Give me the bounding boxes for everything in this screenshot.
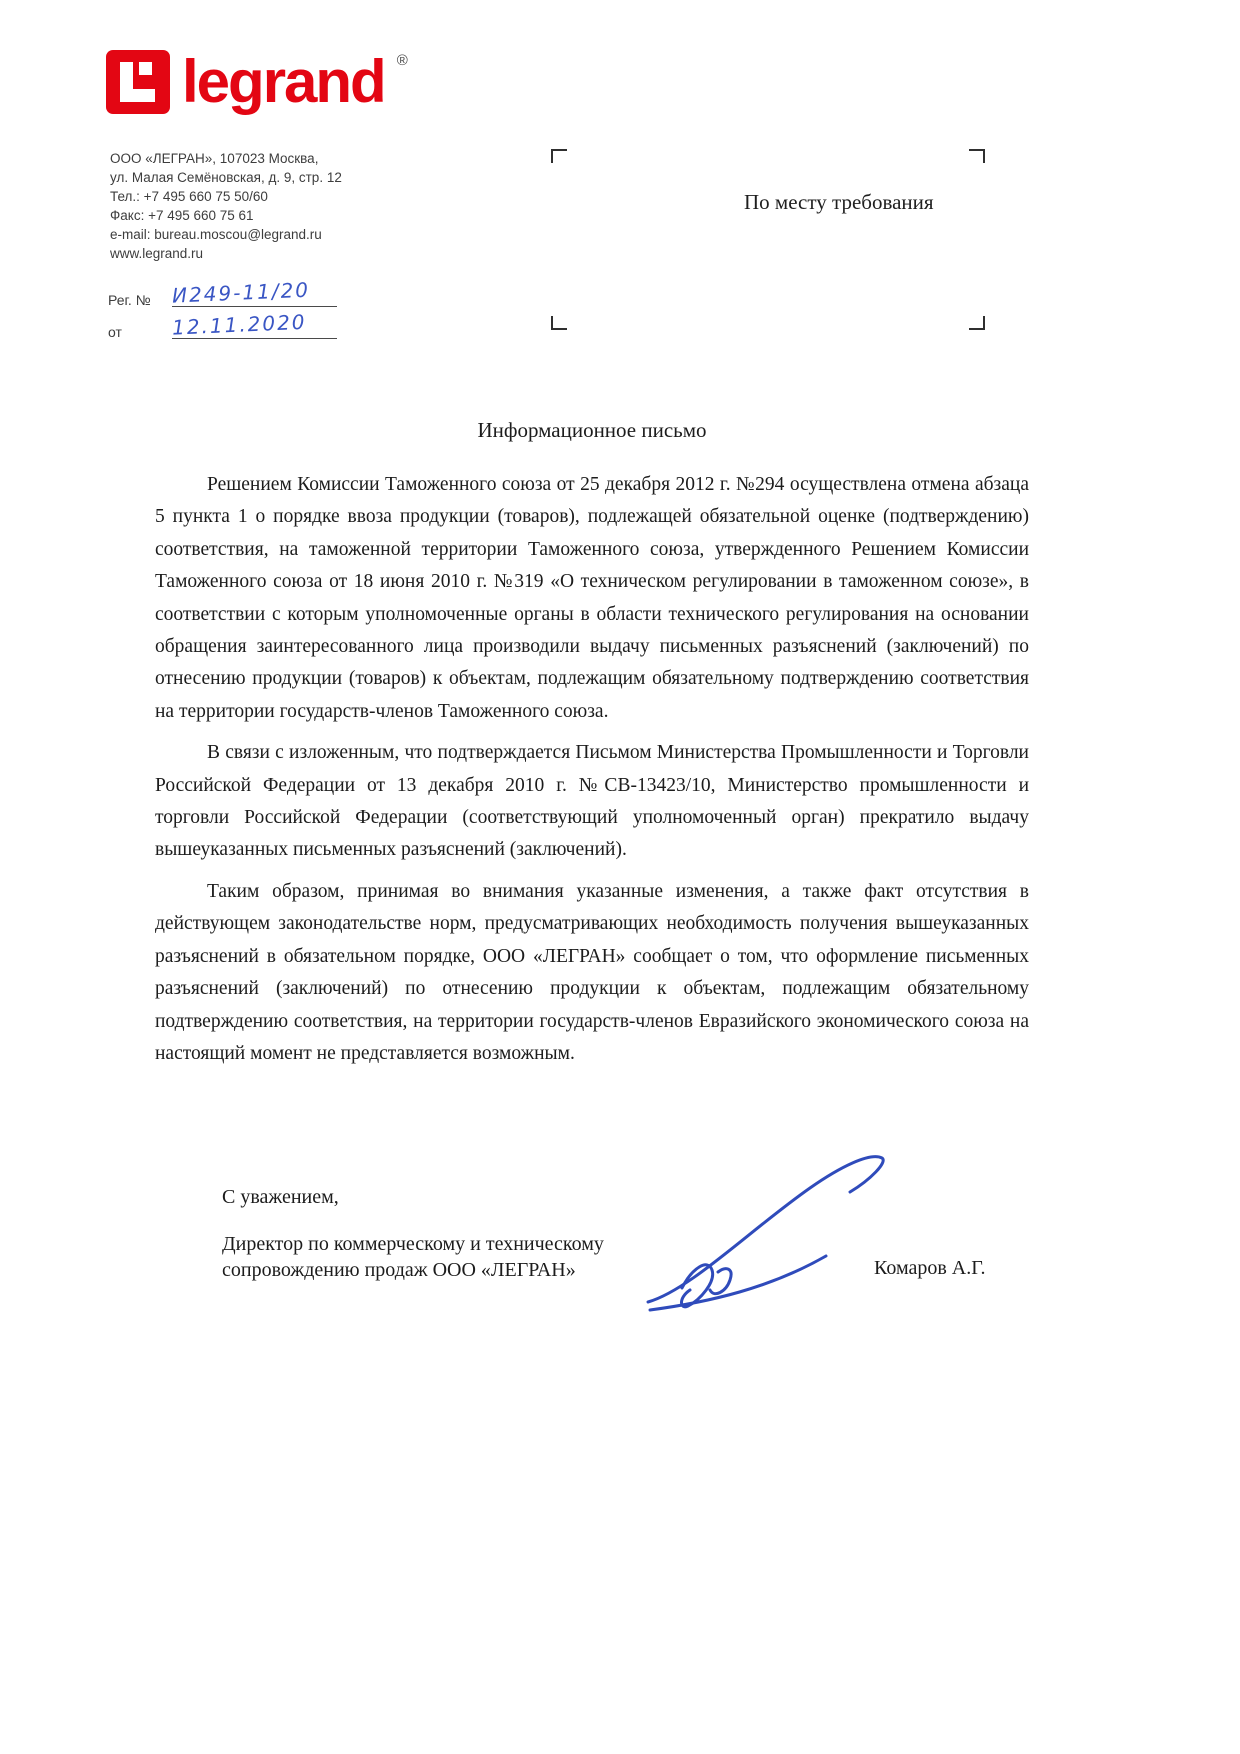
signer-title-line-2: сопровождению продаж ООО «ЛЕГРАН» xyxy=(222,1259,576,1281)
contact-line-website: www.legrand.ru xyxy=(110,246,204,261)
letter-body xyxy=(155,469,1029,1079)
paragraph-1: Решением Комиссии Таможенного союза от 25 декабря 2012 г. №294 осуществлена отмена абзаца 5 пункта 1 о порядке ввоза продукции (товаров), подлежащей обязательной оценке (подтверждению) соответствия, на таможенной территории Таможенного союза, утвержденного Решением Комиссии Таможенного союза от 18 июня 2010 г. №319 «О техническом регулировании в таможенном союзе», в соответствии с которым уполномоченные органы в области технического регулирования на основании обращения заинтересованного лица производили выдачу письменных разъяснений (заключений) по отнесению продукции (товаров) к объектам, подлежащим обязательному подтверждению соответствия на территории государств-членов Таможенного союза. xyxy=(155,474,1029,722)
company-contact-block xyxy=(110,149,342,263)
date-handwritten-value: 12.11.2020 xyxy=(171,309,307,340)
date-label: от xyxy=(108,324,122,340)
paragraph-3: Таким образом, принимая во внимания указанные изменения, а также факт отсутствия в действующем законодательстве норм, предусматривающих необходимость получения вышеуказанных разъяснений в обязательном порядке, ООО «ЛЕГРАН» сообщает о том, что оформление письменных разъяснений (заключений) по отнесению продукции к объектам, подлежащим обязательному подтверждению соответствия, на территории государств-членов Евразийского экономического союза на настоящий момент не представляется возможным. xyxy=(155,880,1029,1064)
signer-title-line-1: Директор по коммерческому и техническому xyxy=(222,1233,604,1255)
legrand-logo-icon xyxy=(106,50,170,114)
corner-mark-bottom-right xyxy=(969,316,985,330)
reg-number-label: Рег. № xyxy=(108,292,151,308)
legrand-logo xyxy=(106,50,408,114)
corner-mark-top-left xyxy=(551,149,567,163)
legrand-wordmark: legrand xyxy=(182,48,385,115)
contact-line-phone: Тел.: +7 495 660 75 50/60 xyxy=(110,189,268,204)
corner-mark-bottom-left xyxy=(551,316,567,330)
reg-number-handwritten-value: И249-11/20 xyxy=(171,277,311,308)
signer-name: Комаров А.Г. xyxy=(874,1257,986,1279)
date-field xyxy=(171,309,337,340)
contact-line-address: ул. Малая Семёновская, д. 9, стр. 12 xyxy=(110,170,342,185)
letter-title: Информационное письмо xyxy=(477,418,707,442)
corner-mark-top-right xyxy=(969,149,985,163)
signer-title xyxy=(222,1231,692,1283)
contact-line-email: e-mail: bureau.moscou@legrand.ru xyxy=(110,227,322,242)
reg-number-field xyxy=(171,277,337,308)
closing-salutation: С уважением, xyxy=(222,1186,339,1208)
signature-icon xyxy=(630,1140,910,1325)
contact-line-company: ООО «ЛЕГРАН», 107023 Москва, xyxy=(110,151,319,166)
paragraph-2: В связи с изложенным, что подтверждается Письмом Министерства Промышленности и Торговли Российской Федерации от 13 декабря 2010 г. №СВ-13423/10, Министерство промышленности и торговли Российской Федерации (соответствующий уполномоченный орган) прекратило выдачу вышеуказанных письменных разъяснений (заключений). xyxy=(155,742,1029,861)
registered-trademark-mark: ® xyxy=(396,52,408,69)
recipient-line: По месту требования xyxy=(744,190,934,214)
contact-line-fax: Факс: +7 495 660 75 61 xyxy=(110,208,254,223)
